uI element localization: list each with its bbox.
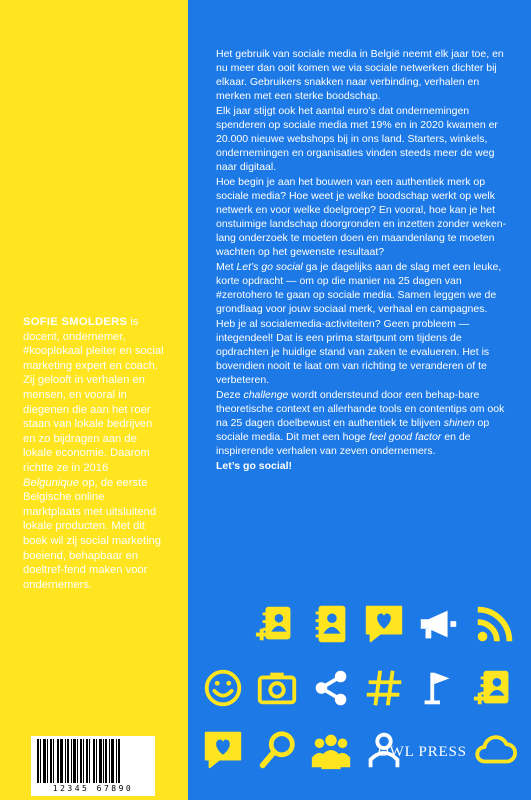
- lets-go-social-tagline: Let’s go social!: [216, 460, 293, 472]
- author-bio: [23, 315, 165, 592]
- smiley-icon: [200, 665, 246, 711]
- back-cover-blurb: [216, 47, 514, 474]
- blurb-paragraph-1: Het gebruik van sociale media in België neemt elk jaar toe, en nu meer dan ooit komen we via sociale netwerken dichter bij elkaar. Gebruikers snakken naar verbinding, verhalen en merken met een sterke boodschap.: [216, 48, 504, 102]
- blurb-paragraph-6: [216, 388, 514, 458]
- camera-icon: [254, 665, 300, 711]
- blurb-p6-text-d: en de inspirerende verhalen van zeven ondernemers.: [216, 431, 471, 457]
- barcode: [31, 736, 155, 796]
- blurb-paragraph-4: [216, 260, 514, 316]
- feel-good-term: feel good factor: [368, 431, 442, 443]
- bio-text-1: is docent, ondernemer, #kooplokaal pleiter en social marketing expert en coach. Zij gelooft in verhalen en mensen, en vooral in diegenen die aan het roer staan van lokale bedrijven en zo bijdragen aan de lokale economie. Daarom richtte ze in 2016: [23, 316, 164, 474]
- blurb-p6-text-a: Deze: [216, 389, 244, 401]
- contacts-book-icon: [308, 601, 354, 647]
- blurb-paragraph-3: Hoe begin je aan het bouwen van een authentiek merk op sociale media? Hoe weet je welke boodschap werkt op welk netwerk en voor welke doelgroep? En vooral, hoe kan je het onstuimige landschap doorgronden en inzetten zonder weken-lang onderzoek te moeten doen en maandenlang te moeten wachten op het gewenste resultaat?: [216, 176, 507, 258]
- cloud-icon: [200, 601, 246, 647]
- author-name: SOFIE SMOLDERS: [23, 316, 128, 328]
- contact-book-add-icon: [472, 665, 518, 711]
- barcode-digits: 12345 67890: [52, 784, 134, 793]
- blurb-paragraph-5: Heb je al socialemedia-activiteiten? Geen probleem — integendeel! Dat is een prima startpunt om tijdens de opdrachten je huidige stand van zaken te evalueren. Het is bovendien nooit te laat om van richting te veranderen of te verbeteren.: [216, 318, 490, 386]
- publisher-logo: OWL PRESS: [378, 744, 467, 760]
- blurb-paragraph-2: Elk jaar stijgt ook het aantal euro’s dat ondernemingen spenderen op sociale media met 19% en in 2020 kwamen er 20.000 nieuwe webshops bij in ons land. Starters, winkels, ondernemingen en organisaties vinden steeds meer de weg naar digitaal.: [216, 105, 498, 173]
- heart-message-icon: [361, 601, 407, 647]
- hashtag-icon: [361, 665, 407, 711]
- bio-brand: Belgunique: [23, 476, 79, 489]
- contact-book-add-icon: [254, 601, 300, 647]
- challenge-term: challenge: [243, 389, 289, 401]
- megaphone-icon: [415, 601, 461, 647]
- blurb-p6-text-c: op sociale media. Dit met een hoge: [216, 417, 490, 443]
- share-icon: [308, 665, 354, 711]
- heart-message-icon: [200, 727, 246, 773]
- blurb-p4-text-b: ga je dagelijks aan de slag met een leuke, korte opdracht — om op die manier na 25 dagen van #zerotohero te gaan op sociale media. Samen leggen we de grondlaag voor jouw sociaal merk, verhaal en campagnes.: [216, 261, 502, 315]
- barcode-bars: [37, 739, 149, 783]
- bio-text-2: op, de eerste Belgische online marktplaats met uitsluitend lokale producten. Met dit boek wil zij social marketing boeiend, behapbaar en doeltref-fend maken voor ondernemers.: [23, 476, 162, 591]
- cloud-icon: [472, 727, 518, 773]
- blurb-p6-text-b: wordt ondersteund door een behap-bare theoretische context en allerhande tools en contentips om ook na 25 dagen doelbewust en authentiek te blijven: [216, 389, 505, 429]
- flag-icon: [415, 665, 461, 711]
- rss-icon: [472, 601, 518, 647]
- blurb-closing: [216, 459, 514, 473]
- book-title-inline: Let’s go social: [236, 261, 303, 273]
- group-icon: [308, 727, 354, 773]
- magnifier-icon: [254, 727, 300, 773]
- shinen-term: shinen: [443, 417, 475, 429]
- blurb-p4-text-a: Met: [216, 261, 237, 273]
